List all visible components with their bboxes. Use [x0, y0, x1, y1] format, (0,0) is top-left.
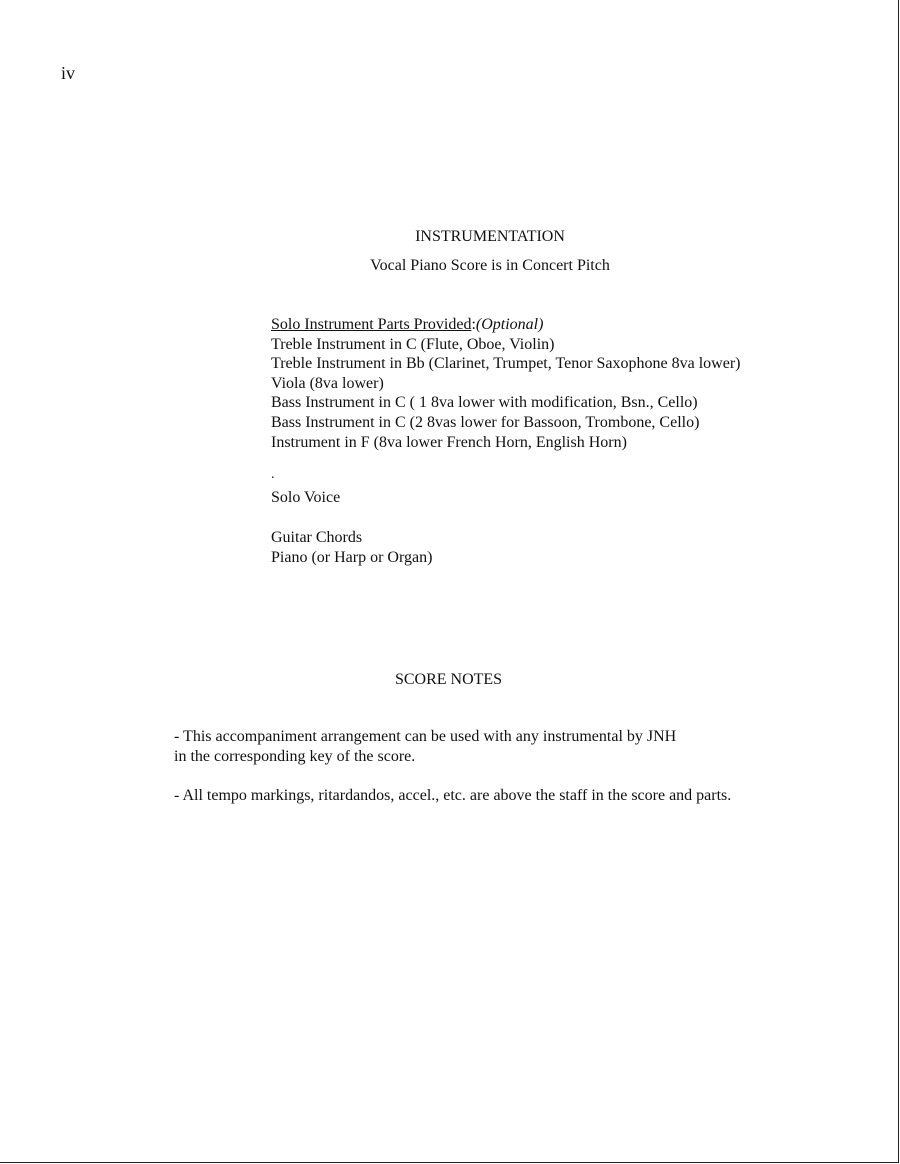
part-item: Instrument in F (8va lower French Horn, English Horn) [271, 433, 627, 451]
score-note-line: in the corresponding key of the score. [174, 747, 416, 765]
stray-dot: . [271, 467, 275, 482]
solo-voice: Solo Voice [271, 489, 341, 506]
solo-parts-label-colon: : [471, 316, 476, 333]
part-item: Treble Instrument in Bb (Clarinet, Trumpet, Tenor Saxophone 8va lower) [271, 355, 741, 373]
solo-parts-optional-note: (Optional) [475, 316, 544, 333]
score-note [174, 786, 731, 806]
accompaniment-item: Guitar Chords [271, 529, 363, 546]
score-notes-title: SCORE NOTES [394, 671, 503, 688]
score-note-line: - This accompaniment arrangement can be used with any instrumental by JNH [174, 728, 677, 745]
solo-parts-label: Solo Instrument Parts Provided [271, 316, 472, 333]
part-item: Treble Instrument in C (Flute, Oboe, Violin) [271, 335, 555, 353]
instrumentation-subtitle: Vocal Piano Score is in Concert Pitch [370, 257, 610, 274]
accompaniment-parts-list [271, 528, 432, 567]
score-note-line: - All tempo markings, ritardandos, accel., etc. are above the staff in the score and parts. [174, 786, 732, 804]
accompaniment-item: Piano (or Harp or Organ) [271, 548, 433, 566]
part-item: Bass Instrument in C ( 1 8va lower with modification, Bsn., Cello) [271, 394, 698, 412]
part-item: Bass Instrument in C (2 8vas lower for Bassoon, Trombone, Cello) [271, 413, 700, 431]
page-number: iv [61, 63, 76, 83]
score-notes-list [174, 727, 731, 825]
instrumentation-title: INSTRUMENTATION [415, 228, 565, 245]
solo-parts-label-row [271, 315, 741, 335]
solo-parts-list [271, 315, 741, 452]
score-note [174, 727, 731, 766]
part-item: Viola (8va lower) [271, 374, 384, 392]
